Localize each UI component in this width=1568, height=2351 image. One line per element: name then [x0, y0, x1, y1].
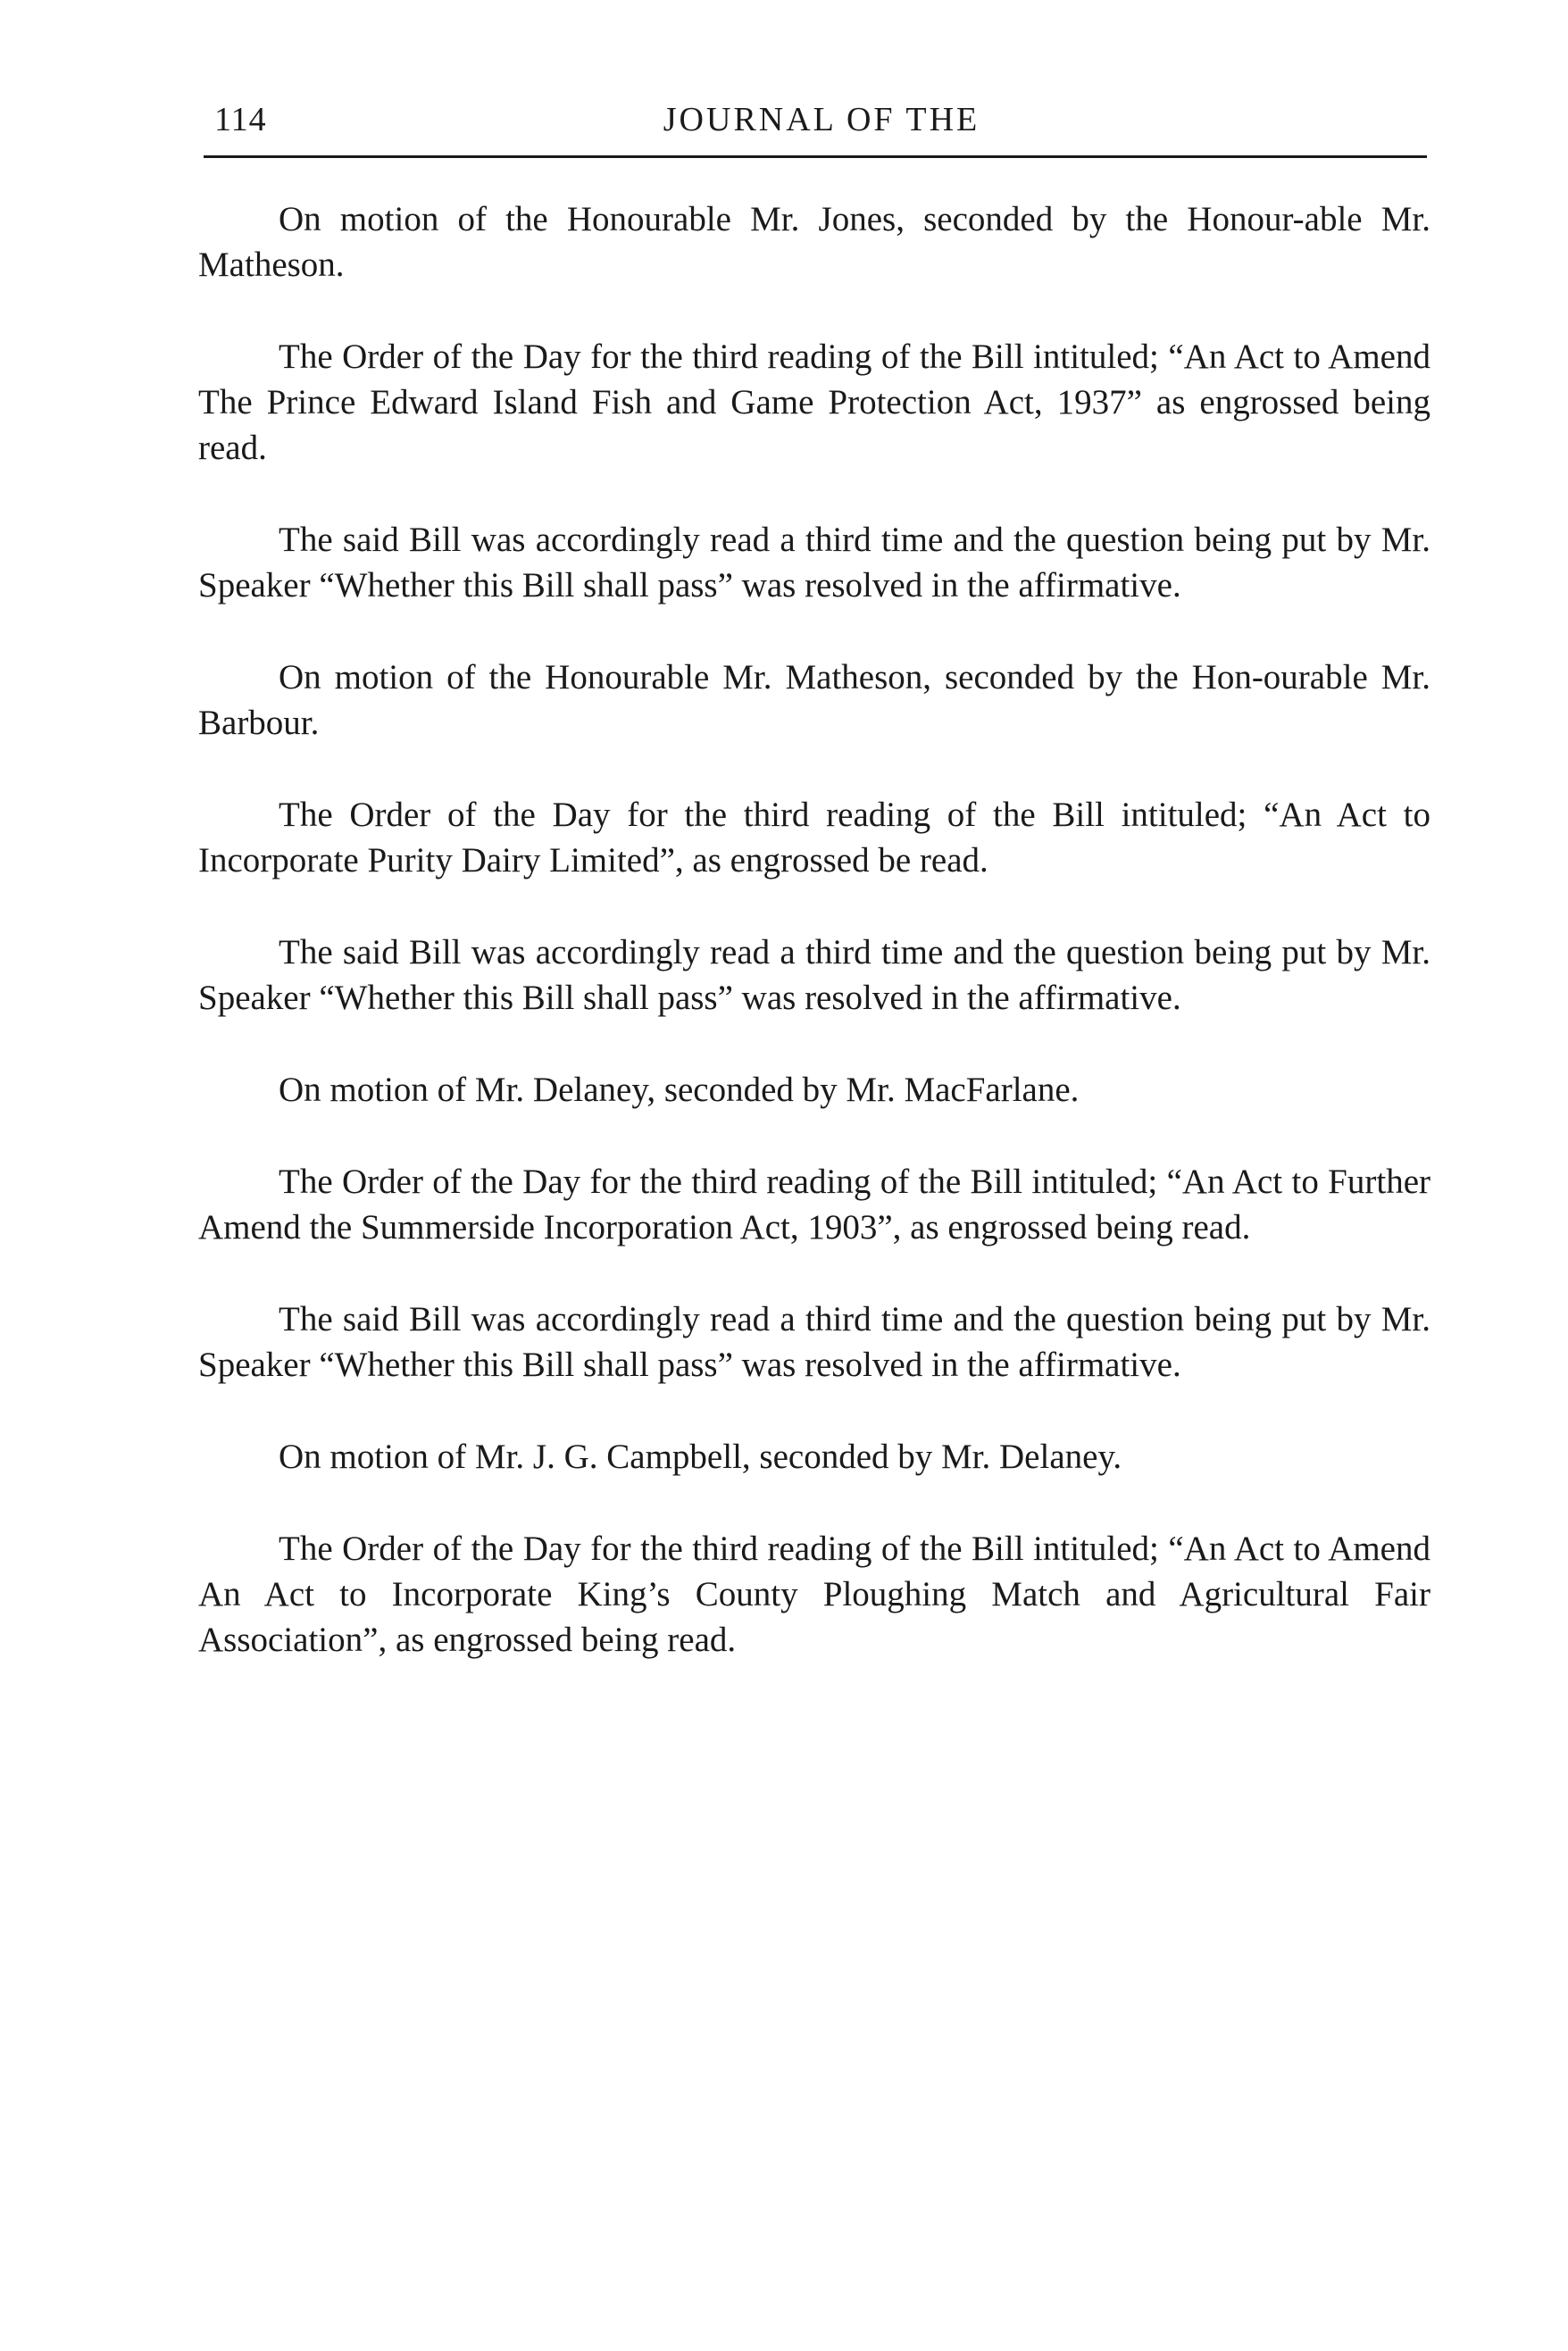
page-number: 114: [214, 101, 267, 138]
body-text: [198, 196, 1430, 1709]
resolution-paragraph: The said Bill was accordingly read a third time and the question being put by Mr. Speaker “Whether this Bill shall pass” was resolved in the affirmative.: [198, 1300, 1430, 1384]
running-head: [214, 100, 1429, 154]
order-of-day-paragraph: The Order of the Day for the third reading of the Bill intituled; “An Act to Further Amend the Summerside Incorporation Act, 1903”, as engrossed being read.: [198, 1163, 1430, 1246]
motion-paragraph: On motion of the Honourable Mr. Matheson, seconded by the Hon-ourable Mr. Barbour.: [198, 658, 1430, 742]
resolution-paragraph: The said Bill was accordingly read a third time and the question being put by Mr. Speaker “Whether this Bill shall pass” was resolved in the affirmative.: [198, 933, 1430, 1017]
resolution-paragraph: The said Bill was accordingly read a third time and the question being put by Mr. Speaker “Whether this Bill shall pass” was resolved in the affirmative.: [198, 521, 1430, 604]
order-of-day-paragraph: The Order of the Day for the third reading of the Bill intituled; “An Act to Amend The Prince Edward Island Fish and Game Protection Act, 1937” as engrossed being read.: [198, 338, 1430, 467]
order-of-day-paragraph: The Order of the Day for the third reading of the Bill intituled; “An Act to Amend An Act to Incorporate King’s County Ploughing Match and Agricultural Fair Association”, as engrossed being read.: [198, 1530, 1430, 1659]
header-rule: [204, 155, 1427, 158]
motion-paragraph: On motion of Mr. J. G. Campbell, seconded by Mr. Delaney.: [279, 1438, 1122, 1476]
order-of-day-paragraph: The Order of the Day for the third reading of the Bill intituled; “An Act to Incorporate Purity Dairy Limited”, as engrossed be read.: [198, 796, 1430, 880]
motion-paragraph: On motion of the Honourable Mr. Jones, seconded by the Honour-able Mr. Matheson.: [198, 200, 1430, 284]
motion-paragraph: On motion of Mr. Delaney, seconded by Mr. MacFarlane.: [279, 1071, 1080, 1109]
running-title: JOURNAL OF THE: [663, 101, 980, 138]
